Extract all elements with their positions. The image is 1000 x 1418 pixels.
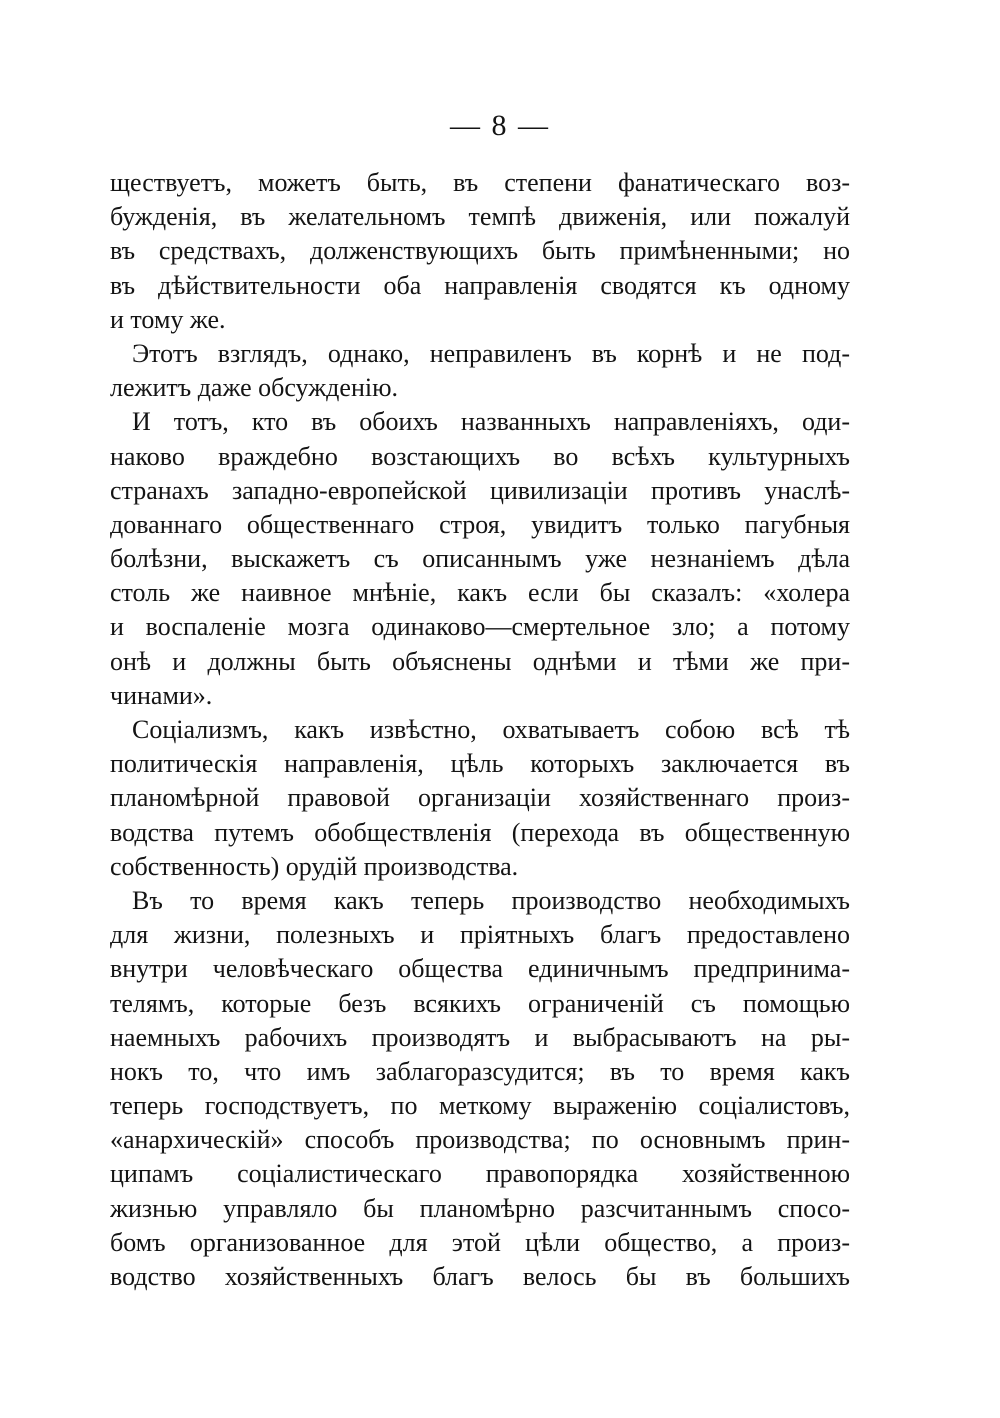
text-line: наково враждебно возстающихъ во всѣхъ культурныхъ [110,441,850,471]
text-line: наемныхъ рабочихъ производятъ и выбрасываютъ на ры- [110,1022,850,1052]
text-line: лежитъ даже обсужденію. [110,373,399,403]
text-line: бужденія, въ желательномъ темпѣ движенія, или пожалуй [110,202,850,232]
text-line: ществуетъ, можетъ быть, въ степени фанатическаго воз- [110,168,850,197]
text-line: внутри человѣческаго общества единичнымъ предпринима- [110,954,850,984]
text-line: болѣзни, выскажетъ съ описаннымъ уже незнаніемъ дѣла [110,544,850,574]
text-line: жизнью управляло бы планомѣрно разсчитаннымъ спосо- [110,1193,850,1223]
text-line: нокъ то, что имъ заблагоразсудится; въ то время какъ [110,1056,850,1086]
text-line: Этотъ взглядъ, однако, неправиленъ въ корнѣ и не под- [132,338,850,368]
text-line: и воспаленіе мозга одинаково—смертельное зло; а потому [110,612,850,642]
text-line: чинами». [110,680,213,710]
text-line: въ дѣйствительности оба направленія сводятся къ одному [110,270,850,300]
text-line: ципамъ соціалистическаго правопорядка хозяйственною [110,1159,850,1189]
text-line: водство хозяйственныхъ благъ велось бы въ большихъ [110,1262,850,1291]
text-line: странахъ западно-европейской цивилизаціи противъ унаслѣ- [110,475,850,505]
text-line: Въ то время какъ теперь производство необходимыхъ [132,885,850,915]
text-line: планомѣрной правовой организаціи хозяйственнаго произ- [110,783,850,813]
paragraph-5 [110,884,850,1294]
text-line: онѣ и должны быть объяснены однѣми и тѣми же при- [110,646,850,676]
text-line: И тотъ, кто въ обоихъ названныхъ направленіяхъ, оди- [132,407,850,437]
text-line: водства путемъ обобществленія (перехода въ общественную [110,817,850,847]
text-line: телямъ, которые безъ всякихъ ограниченій съ помощью [110,988,850,1018]
body-text [110,166,850,1294]
text-line: «анархическій» способъ производства; по основнымъ прин- [110,1125,850,1155]
text-line: бомъ организованное для этой цѣли общество, а произ- [110,1227,850,1257]
paragraph-2 [110,337,850,405]
text-line: политическія направленія, цѣль которыхъ заключается въ [110,749,850,779]
paragraph-4 [110,713,850,884]
text-line: теперь господствуетъ, по меткому выраженію соціалистовъ, [110,1091,850,1121]
text-line: и тому же. [110,304,226,334]
page-number: — 8 — [450,109,550,142]
text-line: собственность) орудій производства. [110,851,519,881]
text-line: для жизни, полезныхъ и пріятныхъ благъ предоставлено [110,920,850,950]
paragraph-1 [110,166,850,337]
paragraph-3 [110,405,850,713]
text-line: въ средствахъ, долженствующихъ быть примѣненными; но [110,236,850,266]
text-line: столь же наивное мнѣніе, какъ если бы сказалъ: «холера [110,578,850,608]
text-line: Соціализмъ, какъ извѣстно, охватываетъ собою всѣ тѣ [132,715,850,744]
text-line: дованнаго общественнаго строя, увидитъ только пагубныя [110,509,850,539]
